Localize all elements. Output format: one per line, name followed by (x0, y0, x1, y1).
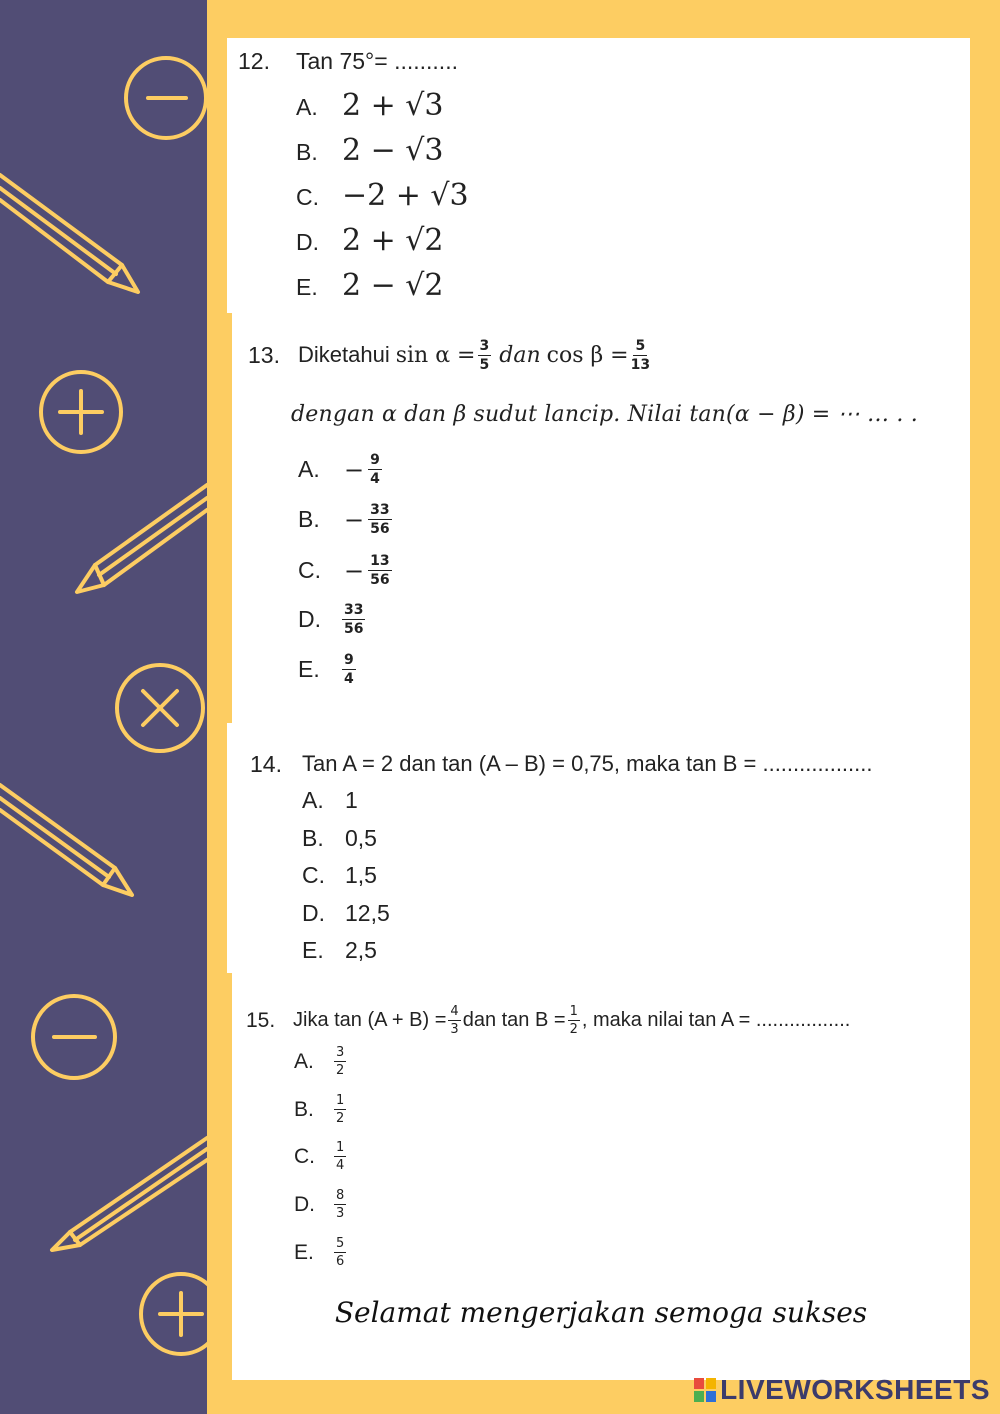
question-stem: Diketahui sin α = $\frac{3}{5}$ dan cos β = $\frac{5}{13}$ (298, 337, 651, 373)
logo-icon (693, 1377, 717, 1403)
option-b[interactable]: B. 2 − √3 (296, 133, 444, 168)
pencil-icon (0, 785, 132, 895)
liveworksheets-logo (693, 1374, 990, 1406)
fraction: $\frac{4}{3}$ (450, 1003, 459, 1037)
fraction: $\frac{3}{2}$ (336, 1045, 345, 1078)
option-a[interactable]: A. 1 (302, 787, 358, 813)
option-b[interactable]: B. $\frac{1}{2}$ (294, 1093, 345, 1126)
option-value: 2 + √3 (342, 88, 444, 123)
option-b[interactable]: B. − $\frac{33}{56}$ (298, 502, 390, 537)
option-d[interactable]: D. 2 + √2 (296, 223, 444, 258)
minus-circle-icon (33, 996, 115, 1078)
fraction: $\frac{13}{56}$ (370, 553, 390, 588)
question-stem: Tan 75°= .......... (296, 48, 458, 74)
option-b[interactable]: B. 0,5 (302, 825, 377, 851)
option-e[interactable]: E. 2,5 (302, 937, 377, 963)
option-c[interactable]: C. − $\frac{13}{56}$ (298, 553, 390, 588)
pencil-icon (52, 1138, 207, 1250)
fraction: $\frac{3}{5}$ (479, 337, 490, 373)
fraction: $\frac{8}{3}$ (336, 1188, 345, 1221)
decorative-sidebar (0, 0, 207, 1414)
plus-circle-icon (141, 1274, 207, 1354)
closing-message: Selamat mengerjakan semoga sukses (334, 1296, 868, 1329)
question-stem: Jika tan (A + B) = $\frac{4}{3}$ dan tan B = $\frac{1}{2}$ , maka nilai tan A = ................. (293, 1003, 851, 1037)
option-d[interactable]: D. $\frac{8}{3}$ (294, 1188, 345, 1221)
fraction: $\frac{33}{56}$ (370, 502, 390, 537)
question-number: 13. (248, 342, 280, 368)
fraction: $\frac{9}{4}$ (370, 452, 380, 487)
question-number: 15. (246, 1009, 276, 1032)
option-e[interactable]: E. 2 − √2 (296, 268, 444, 303)
option-a[interactable]: A. $\frac{3}{2}$ (294, 1045, 345, 1078)
option-value: 2 + √2 (342, 223, 444, 258)
fraction: $\frac{9}{4}$ (344, 652, 354, 687)
sidebar-decorations (0, 0, 207, 1414)
option-e[interactable]: E. $\frac{9}{4}$ (298, 652, 354, 687)
option-e[interactable]: E. $\frac{5}{6}$ (294, 1236, 345, 1269)
fraction: $\frac{1}{2}$ (336, 1093, 345, 1126)
fraction: $\frac{1}{2}$ (569, 1003, 578, 1037)
option-c[interactable]: C. $\frac{1}{4}$ (294, 1140, 345, 1173)
plus-circle-icon (41, 372, 121, 452)
option-a[interactable]: A. − $\frac{9}{4}$ (298, 452, 380, 487)
question-number: 14. (250, 751, 282, 777)
question-stem-line-2: dengan α dan β sudut lancip. Nilai tan(α − β) = ⋯ … . . (291, 402, 918, 427)
fraction: $\frac{5}{6}$ (336, 1236, 345, 1269)
fraction: $\frac{1}{4}$ (336, 1140, 345, 1173)
pencil-icon (0, 175, 138, 292)
x-circle-icon (117, 665, 203, 751)
option-value: −2 + √3 (342, 178, 469, 213)
fraction: $\frac{33}{56}$ (344, 602, 364, 637)
option-d[interactable]: D. 12,5 (302, 900, 390, 926)
question-stem: Tan A = 2 dan tan (A – B) = 0,75, maka tan B = .................. (302, 751, 873, 776)
option-c[interactable]: C. 1,5 (302, 862, 377, 888)
fraction: $\frac{5}{13}$ (630, 337, 651, 373)
option-d[interactable]: D. $\frac{33}{56}$ (298, 602, 364, 637)
option-c[interactable]: C. −2 + √3 (296, 178, 469, 213)
option-value: 2 − √3 (342, 133, 444, 168)
pencil-icon (77, 485, 207, 592)
minus-circle-icon (126, 58, 206, 138)
brand-name: LIVEWORKSHEETS (720, 1374, 990, 1405)
option-a[interactable]: A. 2 + √3 (296, 88, 444, 123)
option-value: 2 − √2 (342, 268, 444, 303)
question-number: 12. (238, 48, 270, 74)
